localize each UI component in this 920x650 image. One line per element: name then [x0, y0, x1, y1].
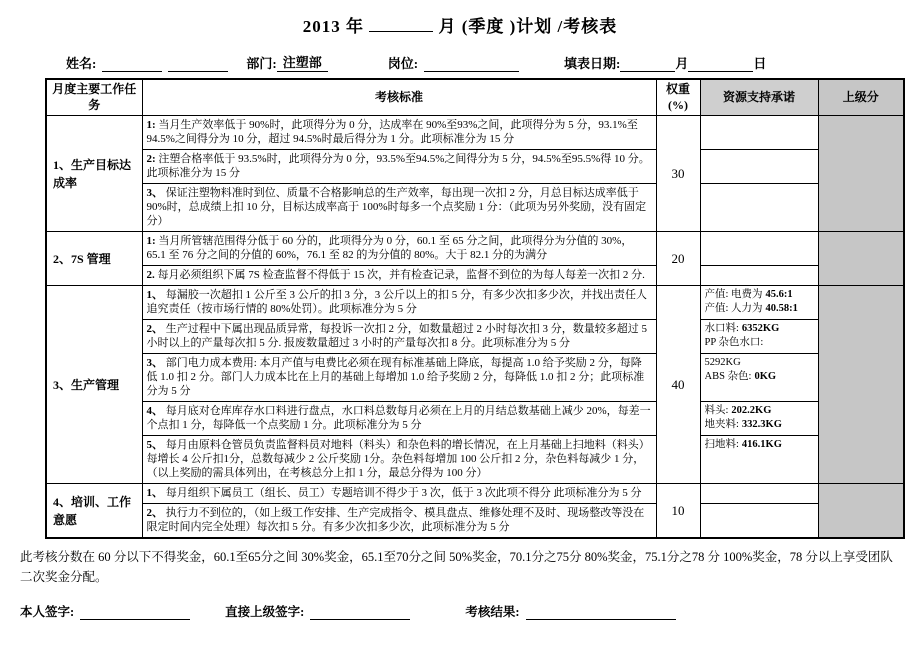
form-header: [66, 52, 905, 72]
resource-label: 料头:: [704, 405, 729, 417]
resource-value: 332.3KG: [741, 419, 782, 431]
resource-cell-empty: [700, 504, 818, 539]
task-label: 3、生产管理: [46, 286, 142, 484]
resource-cell-empty: [700, 484, 818, 504]
criteria-marker: 5、: [146, 439, 163, 452]
resource-line: [705, 356, 814, 370]
resource-cell-empty: [700, 184, 818, 232]
month-label: 月: [675, 56, 689, 71]
criteria-text: 部门电力成本费用: 本月产值与电费比必须在现有标准基础上降底，每提高 1.0 给予奖励 2 分，每降低 1.0 扣 2 分。部门人力成本比在上月的基础上每增加 1.0 给予奖励 2 分，每降低 1.0 扣 2 分；此项标准分为 5 分: [146, 357, 645, 398]
resource-value: 45.6:1: [765, 289, 793, 301]
weight-value: 10: [656, 484, 700, 539]
criteria-item: [142, 402, 656, 436]
criteria-marker: 3、: [146, 357, 163, 370]
criteria-row: [46, 354, 904, 402]
criteria-text: 每月必须组织下属 7S 检查监督不得低于 15 次，并有检查记录，监督不到位的为每人每差一次扣 2 分.: [157, 269, 645, 282]
resource-line: [705, 404, 814, 418]
criteria-item: [142, 286, 656, 320]
resource-label: ABS 杂色:: [704, 371, 752, 383]
resource-cell-empty: [700, 232, 818, 266]
title-blank: [369, 18, 433, 32]
criteria-item: [142, 484, 656, 504]
col-header-resource: 资源支持承诺: [700, 79, 818, 116]
col-header-score: 上级分: [818, 79, 904, 116]
criteria-marker: 1:: [146, 119, 156, 132]
date-label: 填表日期:: [564, 56, 621, 71]
resource-line: [705, 302, 814, 316]
name-blank-1: [102, 57, 162, 72]
criteria-item: [142, 354, 656, 402]
criteria-item: [142, 116, 656, 150]
supervisor-signature-label: 直接上级签字:: [225, 604, 305, 619]
title-suffix: 月 (季度 )计划 /考核表: [438, 17, 618, 36]
criteria-row: [46, 504, 904, 539]
resource-value: 416.1KG: [741, 439, 782, 451]
criteria-item: [142, 436, 656, 484]
result-label: 考核结果:: [465, 604, 520, 619]
criteria-row: [46, 266, 904, 286]
resource-label: 水口料:: [704, 323, 739, 335]
criteria-row: [46, 484, 904, 504]
day-label: 日: [753, 56, 767, 71]
criteria-marker: 4、: [146, 405, 163, 418]
criteria-item: [142, 266, 656, 286]
criteria-row: [46, 286, 904, 320]
date-month-blank: [620, 57, 675, 72]
resource-line: [705, 438, 814, 452]
task-label: 4、培训、工作意愿: [46, 484, 142, 539]
resource-line: [705, 322, 814, 336]
dept-value: 注塑部: [277, 52, 328, 72]
criteria-row: [46, 320, 904, 354]
criteria-text: 生产过程中下属出现品质异常，每投诉一次扣 2 分，如数量超过 2 小时每次扣 3 分，数量较多超过 5 小时以上的产量每次扣 5 分. 报废数量超过 3 小时的产量每次扣 8 分。此项标准分为 5 分: [146, 323, 647, 350]
task-group-production-management: [46, 286, 904, 484]
resource-line: [705, 336, 814, 350]
criteria-item: [142, 232, 656, 266]
result-blank: [526, 605, 676, 620]
resource-cell: [700, 286, 818, 320]
self-signature-label: 本人签字:: [20, 604, 75, 619]
table-header: [46, 79, 904, 116]
resource-cell: [700, 402, 818, 436]
criteria-text: 执行力不到位的，（如上级工作安排、生产完成指令、模具盘点、维修处理不及时、现场整改等没在限定时间内完全处理）每次扣 5 分。有多少次扣多少次，此项标准分为 5 分: [146, 507, 645, 534]
col-header-criteria: 考核标准: [142, 79, 656, 116]
criteria-marker: 3、: [146, 187, 163, 200]
resource-cell: [700, 354, 818, 402]
resource-cell: [700, 436, 818, 484]
weight-value: 40: [656, 286, 700, 484]
criteria-marker: 2、: [146, 507, 163, 520]
score-cell: [818, 116, 904, 232]
weight-header-line1: 权重: [665, 82, 690, 96]
criteria-item: [142, 320, 656, 354]
score-cell: [818, 484, 904, 539]
resource-value: 6352KG: [741, 323, 780, 335]
criteria-marker: 2:: [146, 153, 156, 166]
position-label: 岗位:: [387, 56, 419, 71]
assessment-table: [45, 78, 905, 539]
resource-label: 扫地料:: [704, 439, 739, 451]
resource-line: [705, 418, 814, 432]
criteria-marker: 1、: [146, 487, 163, 500]
criteria-marker: 2、: [146, 323, 163, 336]
criteria-marker: 2.: [146, 269, 155, 282]
criteria-item: [142, 504, 656, 539]
task-label: 1、生产目标达成率: [46, 116, 142, 232]
criteria-text: 每月由原料仓管员负责监督料员对地料（料头）和杂色料的增长情况，在上月基础上扫地料（料头）每增长 4 公斤扣1分，总数每减少 2 公斤奖励 1分。杂色料每增加 100 公斤扣 2 分，杂色料每减少 1 分，（以上奖励的需具体列出，在考核总分上扣 1 分，最总分得为 100 分）: [146, 439, 650, 480]
resource-label: 产值: 电费为: [704, 289, 763, 301]
weight-value: 30: [656, 116, 700, 232]
name-label: 姓名:: [66, 56, 97, 71]
dept-label: 部门:: [246, 56, 277, 71]
position-blank: [424, 57, 519, 72]
criteria-text: 注塑合格率低于 93.5%时，此项得分为 0 分，93.5%至94.5%之间得分为 5 分，94.5%至95.5%得 10 分。此项标准分为 15 分: [146, 153, 650, 180]
resource-value: 202.2KG: [731, 405, 772, 417]
col-header-weight: [656, 79, 700, 116]
score-cell: [818, 286, 904, 484]
score-cell: [818, 232, 904, 286]
criteria-text: 当月生产效率低于 90%时，此项得分为 0 分，达成率在 90%至93%之间，此项得分为 5 分，93.1%至94.5%之间得分为 10 分，超过 94.5%时最后得分为 1 分。此项标准分为 15 分: [146, 119, 638, 146]
criteria-row: [46, 232, 904, 266]
resource-cell-empty: [700, 116, 818, 150]
task-group-7s: [46, 232, 904, 286]
criteria-marker: 1、: [146, 289, 163, 302]
criteria-row: [46, 184, 904, 232]
criteria-text: 当月所管辖范围得分低于 60 分的，此项得分为 0 分，60.1 至 65 分之间，此项得分为分值的 30%，65.1 至 76 分之间的分值的 60%，76.1 至 82 的为分值的 80%。大于 82.1 分的为满分: [146, 235, 633, 262]
criteria-row: [46, 436, 904, 484]
resource-cell-empty: [700, 266, 818, 286]
resource-cell-empty: [700, 150, 818, 184]
document-title: [0, 0, 920, 37]
resource-value: 0KG: [754, 371, 777, 383]
task-group-training: [46, 484, 904, 539]
criteria-row: [46, 402, 904, 436]
resource-cell: [700, 320, 818, 354]
task-label: 2、7S 管理: [46, 232, 142, 286]
criteria-text: 保证注塑物料准时到位、质量不合格影响总的生产效率，每出现一次扣 2 分，月总目标达成率低于 90%时，总成绩上扣 10 分，目标达成率高于 100%时每多一个点奖励 1 分：（此项为另外奖励，没有固定分）: [146, 187, 647, 228]
col-header-task: 月度主要工作任务: [46, 79, 142, 116]
task-group-production-target: [46, 116, 904, 232]
resource-label: 产值: 人力为: [704, 303, 763, 315]
date-day-blank: [688, 57, 753, 72]
weight-header-line2: (%): [668, 97, 688, 112]
resource-value: 40.58:1: [765, 303, 798, 315]
resource-line: [705, 370, 814, 384]
name-blank-2: [168, 57, 228, 72]
criteria-row: [46, 150, 904, 184]
resource-label: 地夹料:: [704, 419, 739, 431]
bonus-note: 此考核分数在 60 分以下不得奖金，60.1至65分之间 30%奖金，65.1至70分之间 50%奖金，70.1分之75分 80%奖金，75.1分之78 分 100%奖金，78 分以上享受团队二次奖金分配。: [20, 550, 893, 584]
supervisor-signature-blank: [310, 605, 410, 620]
criteria-row: [46, 116, 904, 150]
criteria-text: 每漏胶一次超扣 1 公斤至 3 公斤的扣 3 分，3 公斤以上的扣 5 分，有多少次扣多少次，并找出责任人追究责任（按市场行情的 80%处罚）。此项标准分为 5 分: [146, 289, 647, 316]
resource-label: PP 杂色水口:: [704, 337, 764, 349]
criteria-item: [142, 184, 656, 232]
title-prefix: 2013 年: [302, 17, 364, 36]
resource-line: [705, 288, 814, 302]
signature-row: [20, 602, 900, 620]
criteria-marker: 1:: [146, 235, 156, 248]
self-signature-blank: [80, 605, 190, 620]
criteria-text: 每月底对仓库库存水口料进行盘点，水口料总数每月必须在上月的月结总数基础上减少 20%，每差一个点扣 1 分，每降低一个点奖励 1 分。此项标准分为 5 分: [146, 405, 651, 432]
criteria-text: 每月组织下属员工（组长、员工）专题培训不得少于 3 次，低于 3 次此项不得分 此项标准分为 5 分: [165, 487, 642, 500]
weight-value: 20: [656, 232, 700, 286]
resource-label: 5292KG: [704, 357, 741, 369]
criteria-item: [142, 150, 656, 184]
